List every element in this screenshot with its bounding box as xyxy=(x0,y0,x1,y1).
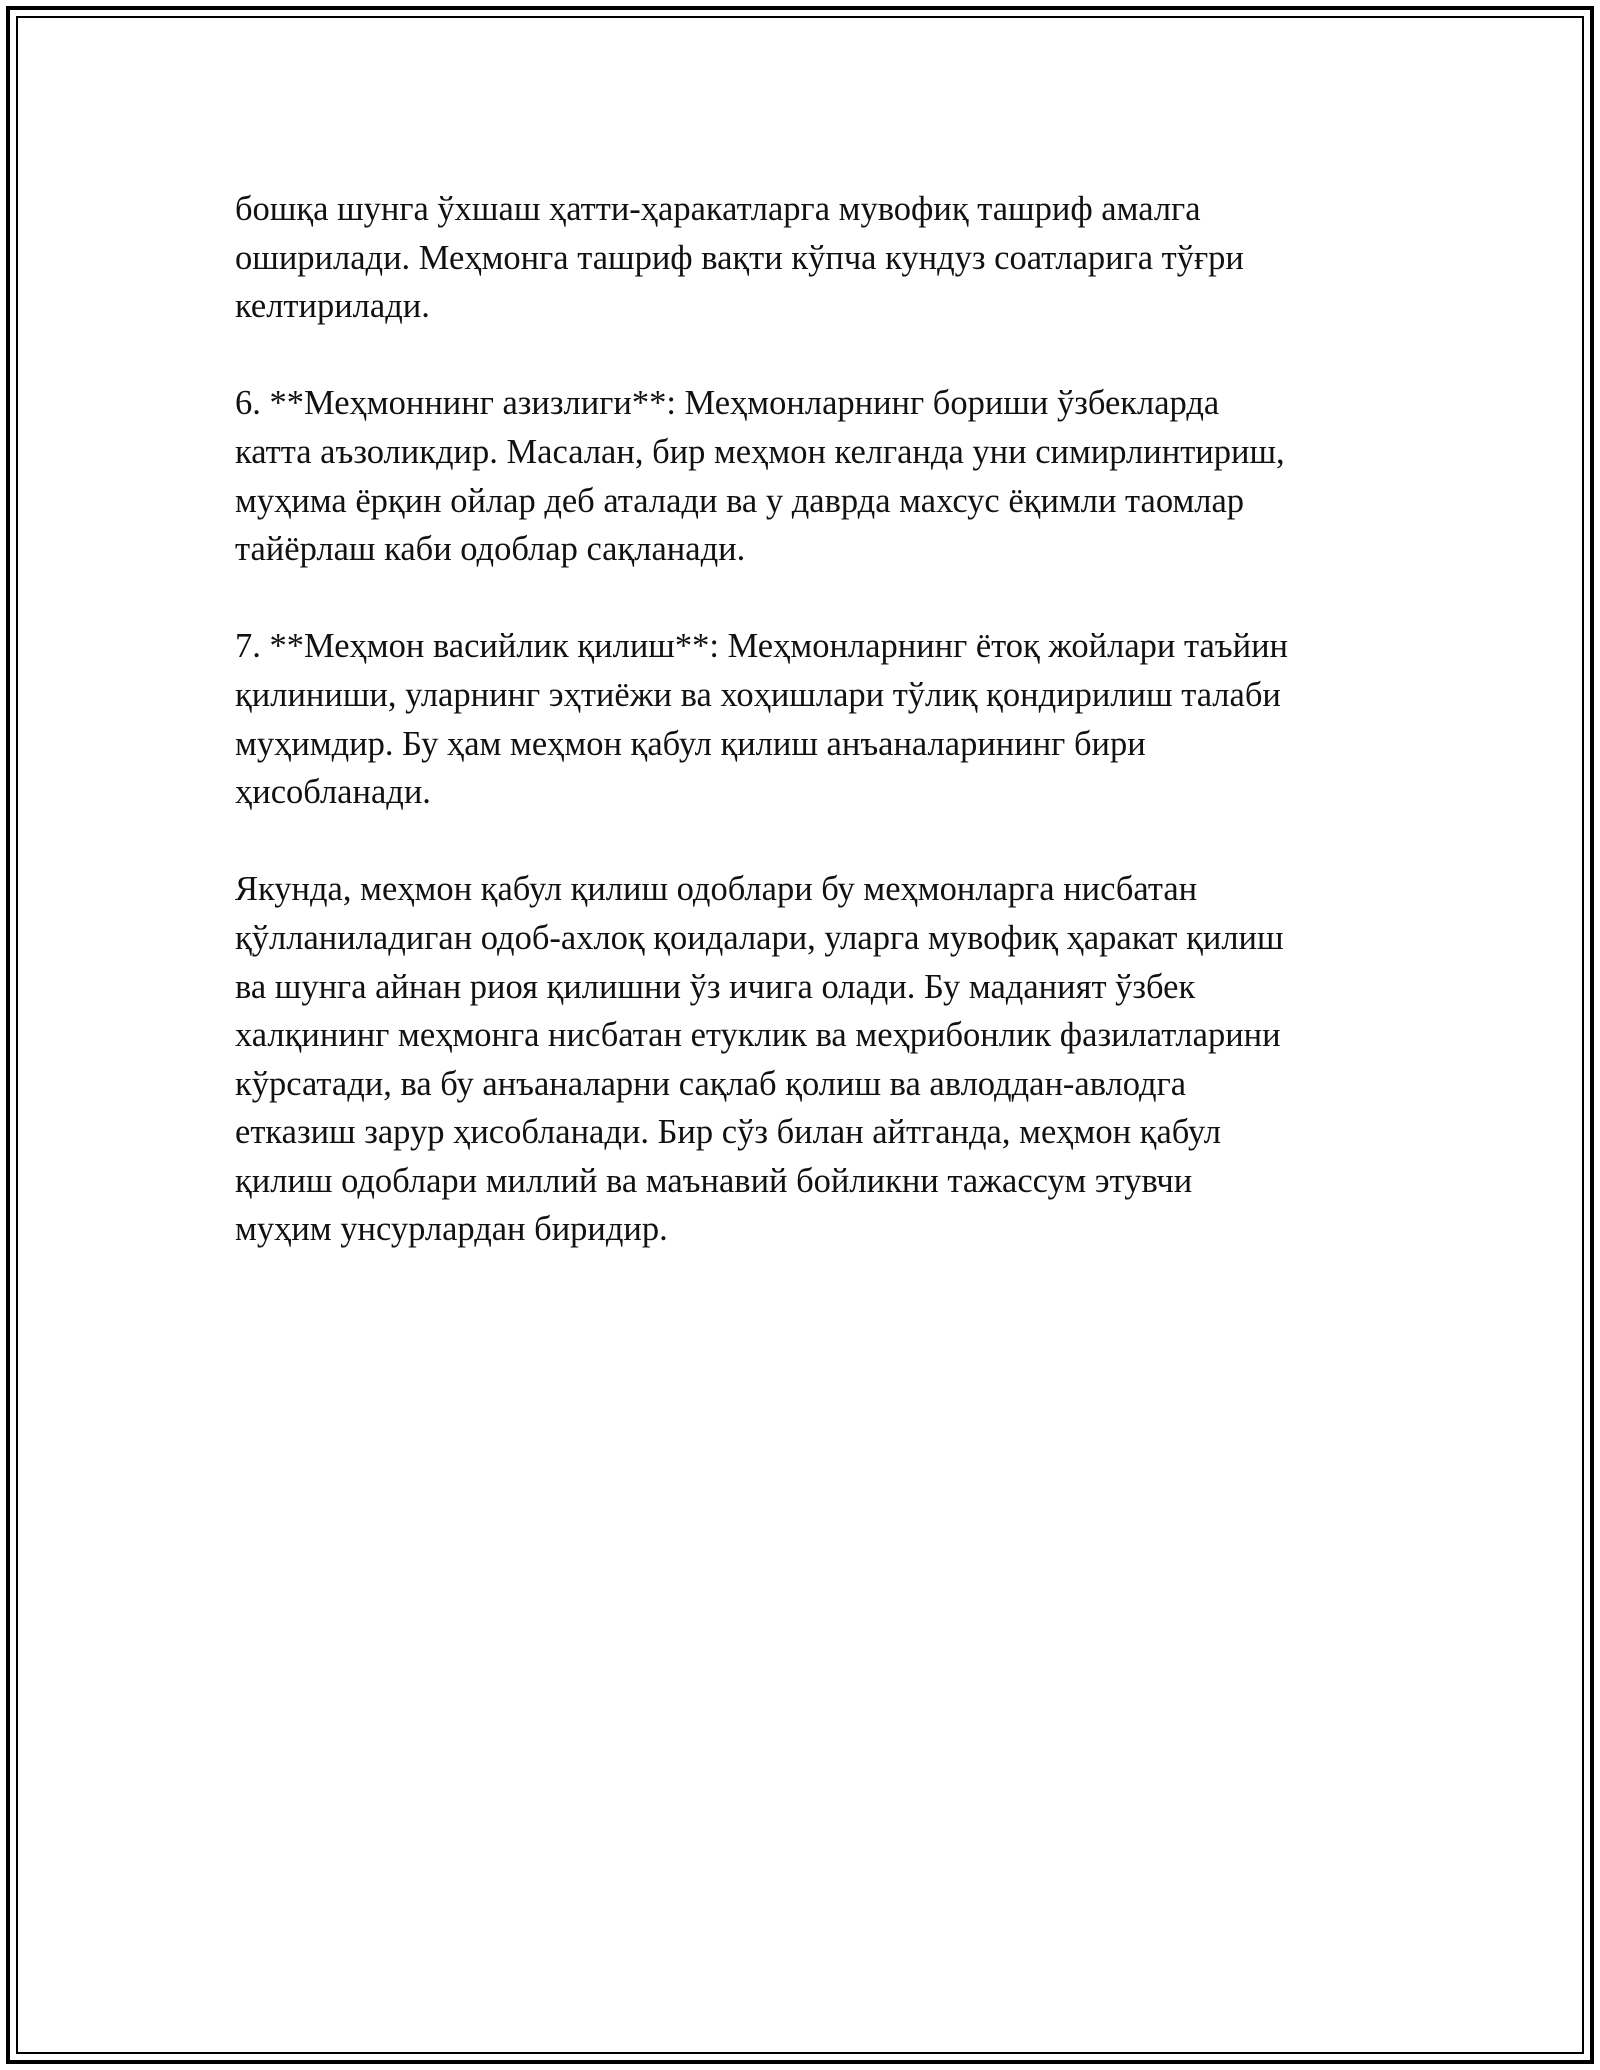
text-line: кўрсатади, ва бу анъаналарни сақлаб қолиш ва авлоддан-авлодга xyxy=(235,1064,1187,1103)
text-line: ҳисобланади. xyxy=(235,773,431,812)
text-line: муҳима ёрқин ойлар деб аталади ва у даврда махсус ёқимли таомлар xyxy=(235,481,1245,520)
text-line: муҳим унсурлардан биридир. xyxy=(235,1210,668,1249)
text-line: етказиш зарур ҳисобланади. Бир сўз билан айтганда, меҳмон қабул xyxy=(235,1113,1221,1152)
paragraph-item-6 xyxy=(235,379,1365,573)
text-line: қилиш одоблари миллий ва маънавий бойликни тажассум этувчи xyxy=(235,1161,1193,1200)
text-line: 7. **Меҳмон васийлик қилиш**: Меҳмонларнинг ётоқ жойлари таъйин xyxy=(235,627,1289,666)
text-line: қўлланиладиган одоб-ахлоқ қоидалари, уларга мувофиқ ҳаракат қилиш xyxy=(235,918,1284,957)
text-line: халқининг меҳмонга нисбатан етуклик ва меҳрибонлик фазилатларини xyxy=(235,1016,1281,1055)
text-line: Якунда, меҳмон қабул қилиш одоблари бу меҳмонларга нисбатан xyxy=(235,870,1198,909)
text-line: қилиниши, уларнинг эҳтиёжи ва хоҳишлари тўлиқ қондирилиш талаби xyxy=(235,675,1281,714)
text-line: катта аъзоликдир. Масалан, бир меҳмон келганда уни симирлинтириш, xyxy=(235,432,1285,471)
text-line: келтирилади. xyxy=(235,287,430,326)
document-body xyxy=(235,185,1365,1254)
paragraph-item-7 xyxy=(235,622,1365,816)
text-line: оширилади. Меҳмонга ташриф вақти кўпча кундуз соатларига тўғри xyxy=(235,238,1244,277)
text-line: 6. **Меҳмоннинг азизлиги**: Меҳмонларнинг бориши ўзбекларда xyxy=(235,384,1220,423)
text-line: ва шунга айнан риоя қилишни ўз ичига олади. Бу маданият ўзбек xyxy=(235,967,1196,1006)
text-line: муҳимдир. Бу ҳам меҳмон қабул қилиш анъаналарининг бири xyxy=(235,724,1146,763)
paragraph-continuation xyxy=(235,185,1365,331)
text-line: тайёрлаш каби одоблар сақланади. xyxy=(235,530,746,569)
paragraph-conclusion xyxy=(235,865,1365,1254)
text-line: бошқа шунга ўхшаш ҳатти-ҳаракатларга мувофиқ ташриф амалга xyxy=(235,190,1201,228)
